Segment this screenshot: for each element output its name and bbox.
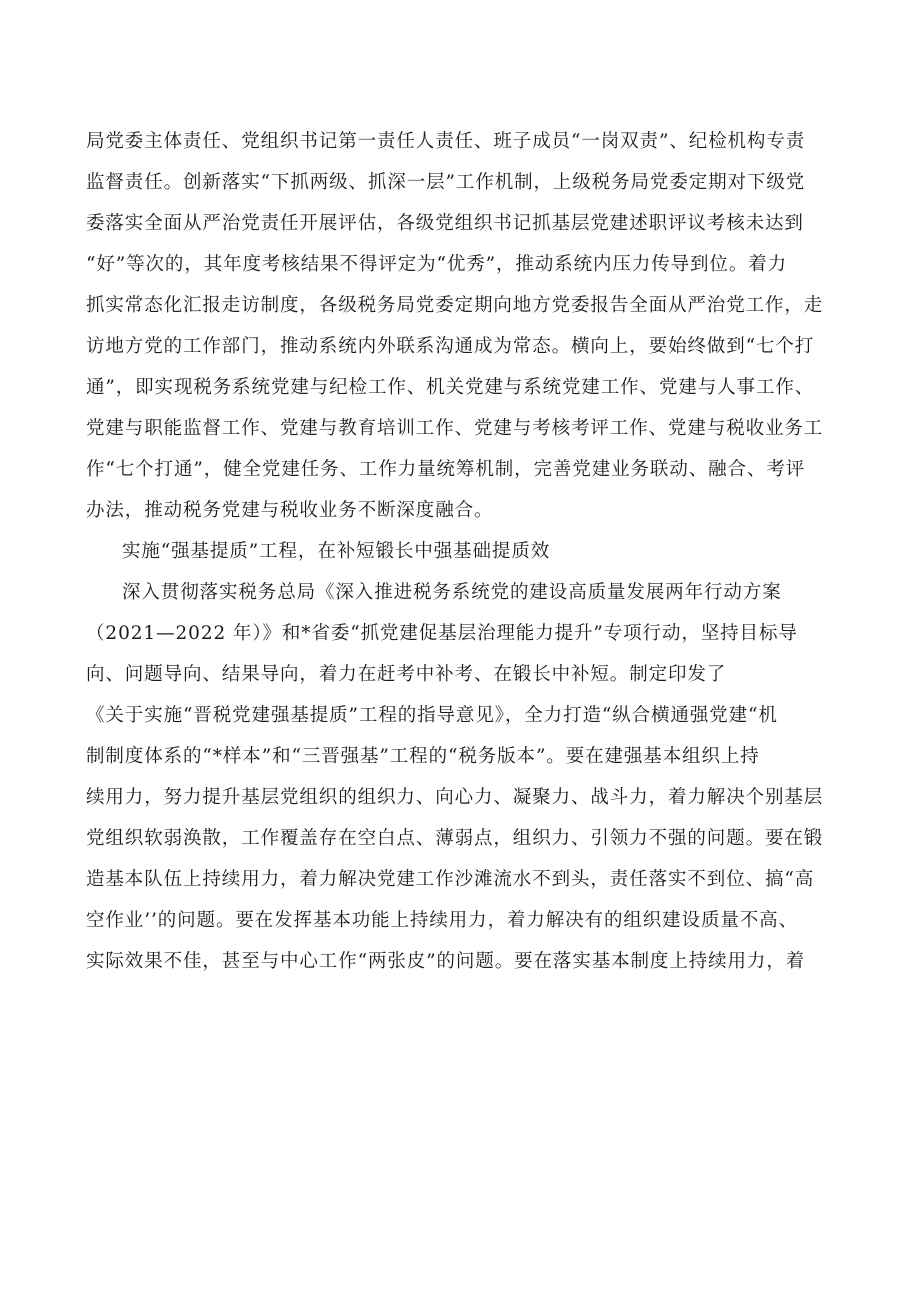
text-line: 向、问题导向、结果导向，着力在赶考中补考、在锻长中补短。制定印发了 bbox=[86, 664, 727, 685]
text-line: 抓实常态化汇报走访制度，各级税务局党委定期向地方党委报告全面从严治党工作，走 bbox=[86, 295, 824, 316]
text-line: 实际效果不佳，甚至与中心工作“两张皮”的问题。要在落实基本制度上持续用力，着 bbox=[86, 951, 806, 972]
text-line: 制制度体系的“*样本”和“三晋强基”工程的“税务版本”。要在建强基本组织上持 bbox=[86, 746, 760, 767]
text-line: 《关于实施“晋税党建强基提质”工程的指导意见》，全力打造“纵合横通强党建“机 bbox=[86, 705, 778, 726]
text-line: （2021—2022 年）》和*省委“抓党建促基层治理能力提升”专项行动，坚持目标导 bbox=[86, 623, 798, 644]
section-heading: 实施“强基提质”工程，在补短锻长中强基础提质效 bbox=[122, 541, 551, 562]
text-line: 续用力，努力提升基层党组织的组织力、向心力、凝聚力、战斗力，着力解决个别基层 bbox=[86, 787, 824, 808]
text-line: 访地方党的工作部门，推动系统内外联系沟通成为常态。横向上，要始终做到“七个打 bbox=[86, 336, 815, 357]
text-line: “好”等次的，其年度考核结果不得评定为“优秀”，推动系统内压力传导到位。着力 bbox=[86, 254, 788, 275]
text-line: 作“七个打通”，健全党建任务、工作力量统筹机制，完善党建业务联动、融合、考评 bbox=[86, 459, 806, 480]
text-line: 办法，推动税务党建与税收业务不断深度融合。 bbox=[86, 500, 494, 521]
text-line: 党建与职能监督工作、党建与教育培训工作、党建与考核考评工作、党建与税收业务工 bbox=[86, 418, 824, 439]
text-line: 监督责任。创新落实“下抓两级、抓深一层”工作机制，上级税务局党委定期对下级党 bbox=[86, 172, 806, 193]
text-line: 局党委主体责任、党组织书记第一责任人责任、班子成员“一岗双责”、纪检机构专责 bbox=[86, 131, 806, 152]
text-line: 党组织软弱涣散，工作覆盖存在空白点、薄弱点，组织力、引领力不强的问题。要在锻 bbox=[86, 828, 824, 849]
text-line: 造基本队伍上持续用力，着力解决党建工作沙滩流水不到头，责任落实不到位、搞“高 bbox=[86, 869, 815, 890]
text-line: 空作业’’的问题。要在发挥基本功能上持续用力，着力解决有的组织建设质量不高、 bbox=[86, 910, 798, 931]
text-line: 委落实全面从严治党责任开展评估，各级党组织书记抓基层党建述职评议考核未达到 bbox=[86, 213, 804, 234]
text-line: 深入贯彻落实税务总局《深入推进税务系统党的建设高质量发展两年行动方案 bbox=[122, 582, 782, 603]
text-line: 通”，即实现税务系统党建与纪检工作、机关党建与系统党建工作、党建与人事工作、 bbox=[86, 377, 815, 398]
